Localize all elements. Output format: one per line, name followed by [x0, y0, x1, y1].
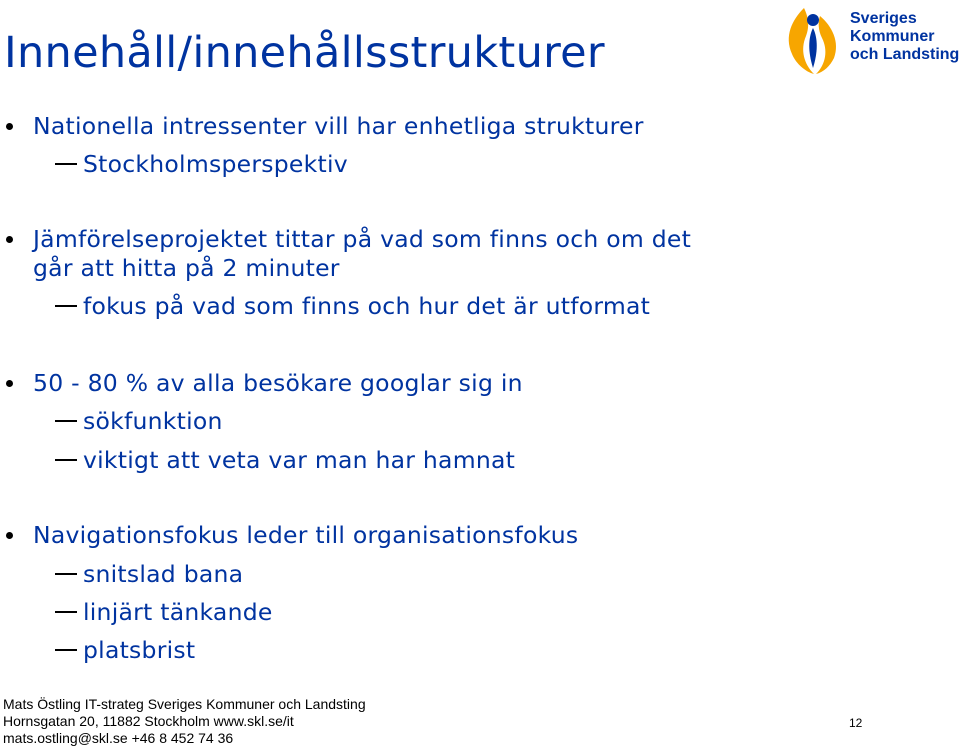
footer-address: Hornsgatan 20, 11882 Stockholm www.skl.se/it — [3, 713, 294, 729]
logo-line-1: Sveriges — [850, 10, 917, 27]
footer-author: Mats Östling IT-strateg Sveriges Kommuner och Landsting — [3, 696, 366, 712]
sub-bullet-dash — [55, 163, 77, 165]
slide-title: Innehåll/innehållsstrukturer — [4, 28, 605, 78]
logo-line-3: och Landsting — [850, 46, 960, 63]
sub-bullet-text: platsbrist — [83, 636, 196, 664]
sub-bullet-text: fokus på vad som finns och hur det är utformat — [83, 292, 651, 320]
bullet-marker — [6, 123, 13, 130]
bullet-text: Jämförelseprojektet tittar på vad som finns och om det — [33, 225, 692, 253]
sub-bullet-text: snitslad bana — [83, 560, 244, 588]
logo-wordmark — [850, 10, 959, 64]
bullet-text: 50 - 80 % av alla besökare googlar sig in — [33, 369, 523, 397]
bullet-marker — [6, 380, 13, 387]
sub-bullet-dash — [55, 305, 77, 307]
bullet-marker — [6, 532, 13, 539]
page-number: 12 — [849, 716, 863, 730]
sub-bullet-dash — [55, 649, 77, 651]
bullet-text: Navigationsfokus leder till organisationsfokus — [33, 521, 579, 549]
bullet-text: Nationella intressenter vill har enhetliga strukturer — [33, 112, 644, 140]
bullet-text-continued: går att hitta på 2 minuter — [33, 254, 340, 282]
sub-bullet-dash — [55, 459, 77, 461]
sub-bullet-text: viktigt att veta var man har hamnat — [83, 446, 516, 474]
logo-line-2: Kommuner — [850, 28, 935, 45]
sub-bullet-dash — [55, 573, 77, 575]
bullet-marker — [6, 236, 13, 243]
flame-figure-icon — [782, 2, 844, 76]
skl-logo — [782, 2, 960, 76]
slide-footer — [3, 696, 366, 747]
sub-bullet-dash — [55, 420, 77, 422]
footer-contact: mats.ostling@skl.se +46 8 452 74 36 — [3, 730, 234, 746]
sub-bullet-dash — [55, 611, 77, 613]
sub-bullet-text: sökfunktion — [83, 407, 223, 435]
sub-bullet-text: Stockholmsperspektiv — [83, 150, 348, 178]
sub-bullet-text: linjärt tänkande — [83, 598, 273, 626]
